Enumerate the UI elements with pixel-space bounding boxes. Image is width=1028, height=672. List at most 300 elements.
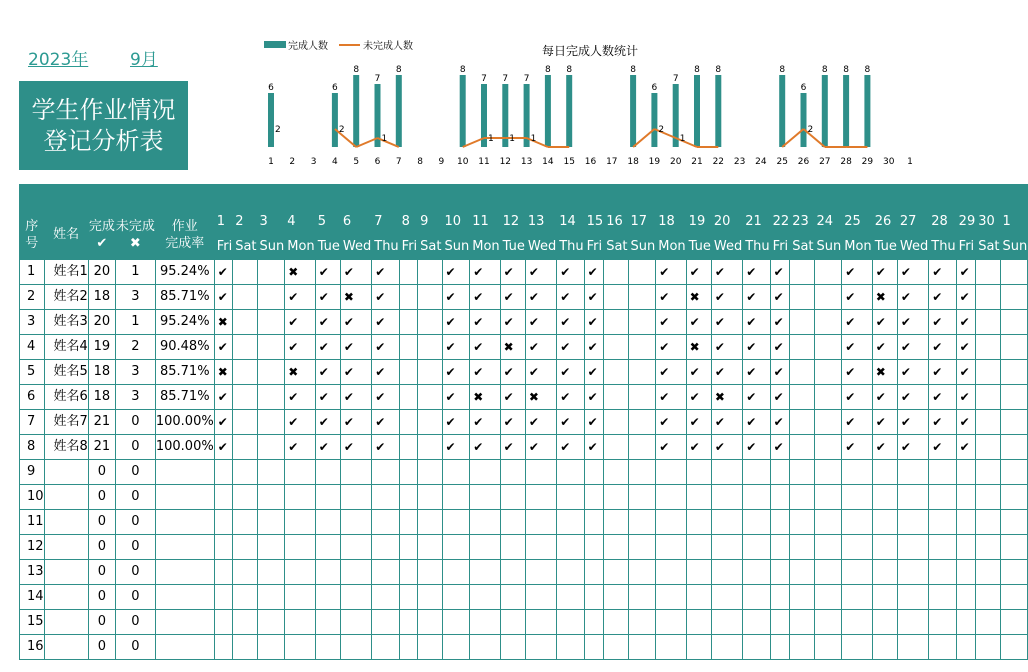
cell-mark[interactable] xyxy=(872,610,897,635)
cell-mark-done[interactable]: ✔ xyxy=(442,410,470,435)
cell-mark[interactable] xyxy=(686,485,711,510)
cell-mark[interactable] xyxy=(285,610,315,635)
cell-mark[interactable] xyxy=(257,410,285,435)
cell-mark-done[interactable]: ✔ xyxy=(525,260,556,285)
cell-mark[interactable] xyxy=(628,460,656,485)
cell-name[interactable]: 姓名8 xyxy=(44,435,88,460)
cell-mark-done[interactable]: ✔ xyxy=(340,310,371,335)
cell-mark[interactable] xyxy=(285,560,315,585)
cell-mark[interactable] xyxy=(285,635,315,660)
cell-mark[interactable] xyxy=(711,510,742,535)
cell-mark[interactable] xyxy=(1000,460,1028,485)
cell-mark[interactable] xyxy=(711,535,742,560)
cell-mark[interactable] xyxy=(628,360,656,385)
cell-mark[interactable] xyxy=(976,310,1000,335)
cell-mark[interactable] xyxy=(604,285,628,310)
cell-name[interactable]: 姓名5 xyxy=(44,360,88,385)
cell-mark[interactable] xyxy=(233,385,257,410)
cell-mark[interactable] xyxy=(214,560,233,585)
cell-rate[interactable] xyxy=(155,560,214,585)
cell-mark-done[interactable]: ✔ xyxy=(525,335,556,360)
cell-mark-done[interactable]: ✔ xyxy=(842,285,872,310)
cell-rate[interactable]: 85.71% xyxy=(155,285,214,310)
cell-name[interactable] xyxy=(44,560,88,585)
cell-mark[interactable] xyxy=(372,460,399,485)
cell-mark-undone[interactable]: ✖ xyxy=(285,260,315,285)
cell-mark[interactable] xyxy=(418,385,442,410)
cell-mark[interactable] xyxy=(842,510,872,535)
cell-mark[interactable] xyxy=(1000,410,1028,435)
cell-mark[interactable] xyxy=(956,585,976,610)
cell-mark[interactable] xyxy=(872,535,897,560)
cell-mark-done[interactable]: ✔ xyxy=(711,285,742,310)
cell-mark[interactable] xyxy=(257,285,285,310)
cell-mark[interactable] xyxy=(470,535,500,560)
cell-mark[interactable] xyxy=(442,560,470,585)
cell-mark-done[interactable]: ✔ xyxy=(214,385,233,410)
cell-mark-done[interactable]: ✔ xyxy=(315,435,340,460)
cell-mark[interactable] xyxy=(399,585,418,610)
cell-mark-done[interactable]: ✔ xyxy=(656,310,686,335)
cell-mark[interactable] xyxy=(340,535,371,560)
cell-mark[interactable] xyxy=(418,360,442,385)
cell-mark[interactable] xyxy=(285,535,315,560)
cell-mark[interactable] xyxy=(500,585,525,610)
cell-mark[interactable] xyxy=(442,460,470,485)
cell-mark[interactable] xyxy=(743,585,770,610)
cell-rate[interactable] xyxy=(155,635,214,660)
cell-mark-done[interactable]: ✔ xyxy=(686,435,711,460)
cell-mark[interactable] xyxy=(814,285,842,310)
cell-mark-done[interactable]: ✔ xyxy=(656,335,686,360)
cell-mark-done[interactable]: ✔ xyxy=(711,435,742,460)
cell-mark-done[interactable]: ✔ xyxy=(686,260,711,285)
cell-mark-undone[interactable]: ✖ xyxy=(686,285,711,310)
cell-mark-done[interactable]: ✔ xyxy=(557,285,584,310)
cell-mark[interactable] xyxy=(897,585,928,610)
cell-done[interactable]: 0 xyxy=(88,585,115,610)
cell-name[interactable]: 姓名3 xyxy=(44,310,88,335)
cell-mark[interactable] xyxy=(214,460,233,485)
cell-mark[interactable] xyxy=(399,635,418,660)
cell-mark[interactable] xyxy=(257,585,285,610)
cell-mark[interactable] xyxy=(257,335,285,360)
cell-mark-done[interactable]: ✔ xyxy=(340,360,371,385)
cell-mark[interactable] xyxy=(257,260,285,285)
cell-mark-done[interactable]: ✔ xyxy=(872,260,897,285)
cell-mark[interactable] xyxy=(604,335,628,360)
cell-mark[interactable] xyxy=(628,410,656,435)
cell-mark[interactable] xyxy=(418,335,442,360)
cell-mark[interactable] xyxy=(399,485,418,510)
cell-mark-done[interactable]: ✔ xyxy=(470,435,500,460)
cell-mark-undone[interactable]: ✖ xyxy=(686,335,711,360)
cell-mark[interactable] xyxy=(442,610,470,635)
cell-mark-done[interactable]: ✔ xyxy=(340,385,371,410)
cell-mark[interactable] xyxy=(656,585,686,610)
cell-mark[interactable] xyxy=(814,585,842,610)
cell-undone[interactable]: 2 xyxy=(115,335,155,360)
cell-mark[interactable] xyxy=(790,435,814,460)
cell-mark[interactable] xyxy=(557,560,584,585)
cell-mark-done[interactable]: ✔ xyxy=(470,285,500,310)
cell-mark-done[interactable]: ✔ xyxy=(500,410,525,435)
cell-mark[interactable] xyxy=(628,585,656,610)
cell-seq[interactable]: 16 xyxy=(20,635,45,660)
cell-mark[interactable] xyxy=(976,360,1000,385)
cell-mark[interactable] xyxy=(257,310,285,335)
cell-mark[interactable] xyxy=(686,560,711,585)
cell-mark[interactable] xyxy=(442,585,470,610)
cell-mark-done[interactable]: ✔ xyxy=(656,435,686,460)
cell-mark-done[interactable]: ✔ xyxy=(470,410,500,435)
cell-undone[interactable]: 3 xyxy=(115,360,155,385)
cell-mark-undone[interactable]: ✖ xyxy=(872,360,897,385)
cell-mark[interactable] xyxy=(399,435,418,460)
cell-mark[interactable] xyxy=(1000,285,1028,310)
cell-mark-done[interactable]: ✔ xyxy=(711,410,742,435)
cell-mark-done[interactable]: ✔ xyxy=(470,310,500,335)
cell-mark[interactable] xyxy=(604,510,628,535)
cell-mark-done[interactable]: ✔ xyxy=(929,385,956,410)
cell-mark[interactable] xyxy=(897,635,928,660)
cell-mark[interactable] xyxy=(929,535,956,560)
cell-mark[interactable] xyxy=(233,310,257,335)
cell-mark[interactable] xyxy=(1000,310,1028,335)
cell-mark-done[interactable]: ✔ xyxy=(557,360,584,385)
cell-mark[interactable] xyxy=(604,260,628,285)
cell-mark[interactable] xyxy=(956,560,976,585)
cell-mark[interactable] xyxy=(842,560,872,585)
cell-mark[interactable] xyxy=(442,535,470,560)
cell-mark[interactable] xyxy=(1000,385,1028,410)
cell-mark[interactable] xyxy=(584,635,604,660)
cell-seq[interactable]: 3 xyxy=(20,310,45,335)
cell-mark[interactable] xyxy=(842,535,872,560)
cell-mark-done[interactable]: ✔ xyxy=(956,285,976,310)
cell-mark-done[interactable]: ✔ xyxy=(842,410,872,435)
cell-mark[interactable] xyxy=(399,510,418,535)
cell-mark[interactable] xyxy=(442,485,470,510)
cell-mark[interactable] xyxy=(976,260,1000,285)
cell-name[interactable] xyxy=(44,485,88,510)
cell-mark-done[interactable]: ✔ xyxy=(315,360,340,385)
cell-mark[interactable] xyxy=(897,535,928,560)
cell-mark[interactable] xyxy=(743,460,770,485)
cell-mark-done[interactable]: ✔ xyxy=(770,285,790,310)
cell-mark[interactable] xyxy=(372,585,399,610)
cell-mark-done[interactable]: ✔ xyxy=(470,335,500,360)
cell-mark-done[interactable]: ✔ xyxy=(525,285,556,310)
cell-mark-done[interactable]: ✔ xyxy=(956,410,976,435)
cell-mark-undone[interactable]: ✖ xyxy=(214,310,233,335)
cell-mark-done[interactable]: ✔ xyxy=(711,310,742,335)
cell-name[interactable] xyxy=(44,610,88,635)
cell-mark-done[interactable]: ✔ xyxy=(500,310,525,335)
cell-mark[interactable] xyxy=(628,310,656,335)
cell-mark[interactable] xyxy=(686,510,711,535)
cell-mark[interactable] xyxy=(711,560,742,585)
cell-mark[interactable] xyxy=(770,560,790,585)
cell-mark[interactable] xyxy=(340,585,371,610)
cell-mark-done[interactable]: ✔ xyxy=(285,385,315,410)
cell-mark-done[interactable]: ✔ xyxy=(770,435,790,460)
cell-mark[interactable] xyxy=(525,510,556,535)
cell-mark[interactable] xyxy=(814,410,842,435)
cell-mark[interactable] xyxy=(584,610,604,635)
cell-mark-done[interactable]: ✔ xyxy=(842,310,872,335)
cell-mark[interactable] xyxy=(814,485,842,510)
cell-mark[interactable] xyxy=(956,535,976,560)
cell-mark[interactable] xyxy=(686,585,711,610)
cell-mark-done[interactable]: ✔ xyxy=(770,310,790,335)
cell-mark[interactable] xyxy=(418,435,442,460)
cell-rate[interactable]: 95.24% xyxy=(155,310,214,335)
cell-mark[interactable] xyxy=(656,560,686,585)
cell-mark-done[interactable]: ✔ xyxy=(584,285,604,310)
cell-mark-done[interactable]: ✔ xyxy=(285,435,315,460)
cell-mark[interactable] xyxy=(233,610,257,635)
cell-rate[interactable] xyxy=(155,460,214,485)
cell-undone[interactable]: 0 xyxy=(115,610,155,635)
cell-mark-done[interactable]: ✔ xyxy=(743,260,770,285)
cell-mark[interactable] xyxy=(399,610,418,635)
cell-mark[interactable] xyxy=(399,260,418,285)
cell-mark[interactable] xyxy=(1000,560,1028,585)
cell-mark-done[interactable]: ✔ xyxy=(929,335,956,360)
cell-done[interactable]: 0 xyxy=(88,510,115,535)
cell-mark-done[interactable]: ✔ xyxy=(897,385,928,410)
cell-mark[interactable] xyxy=(604,460,628,485)
cell-name[interactable] xyxy=(44,510,88,535)
cell-mark[interactable] xyxy=(500,560,525,585)
cell-mark[interactable] xyxy=(557,635,584,660)
cell-mark[interactable] xyxy=(315,510,340,535)
cell-undone[interactable]: 1 xyxy=(115,310,155,335)
cell-mark[interactable] xyxy=(842,460,872,485)
cell-mark-done[interactable]: ✔ xyxy=(500,385,525,410)
cell-mark[interactable] xyxy=(233,335,257,360)
cell-mark[interactable] xyxy=(711,485,742,510)
cell-mark-done[interactable]: ✔ xyxy=(315,260,340,285)
cell-done[interactable]: 20 xyxy=(88,260,115,285)
cell-seq[interactable]: 8 xyxy=(20,435,45,460)
cell-mark[interactable] xyxy=(872,635,897,660)
cell-mark[interactable] xyxy=(814,560,842,585)
cell-mark[interactable] xyxy=(686,535,711,560)
cell-done[interactable]: 0 xyxy=(88,535,115,560)
cell-name[interactable] xyxy=(44,635,88,660)
cell-mark[interactable] xyxy=(743,535,770,560)
cell-mark[interactable] xyxy=(500,635,525,660)
cell-mark[interactable] xyxy=(814,435,842,460)
cell-mark[interactable] xyxy=(525,585,556,610)
cell-mark[interactable] xyxy=(470,510,500,535)
cell-mark[interactable] xyxy=(557,485,584,510)
cell-mark-done[interactable]: ✔ xyxy=(214,335,233,360)
cell-mark[interactable] xyxy=(315,535,340,560)
cell-mark[interactable] xyxy=(790,410,814,435)
cell-mark[interactable] xyxy=(956,635,976,660)
cell-mark[interactable] xyxy=(842,585,872,610)
cell-mark-done[interactable]: ✔ xyxy=(770,360,790,385)
cell-mark[interactable] xyxy=(790,635,814,660)
cell-seq[interactable]: 7 xyxy=(20,410,45,435)
cell-mark[interactable] xyxy=(525,460,556,485)
cell-mark[interactable] xyxy=(628,285,656,310)
cell-mark[interactable] xyxy=(1000,260,1028,285)
cell-mark[interactable] xyxy=(628,560,656,585)
cell-mark-done[interactable]: ✔ xyxy=(442,385,470,410)
cell-undone[interactable]: 0 xyxy=(115,510,155,535)
cell-mark-undone[interactable]: ✖ xyxy=(214,360,233,385)
cell-mark-done[interactable]: ✔ xyxy=(770,385,790,410)
cell-mark-done[interactable]: ✔ xyxy=(584,310,604,335)
cell-rate[interactable] xyxy=(155,535,214,560)
cell-mark[interactable] xyxy=(257,485,285,510)
cell-mark[interactable] xyxy=(872,510,897,535)
cell-mark[interactable] xyxy=(872,460,897,485)
cell-mark[interactable] xyxy=(604,610,628,635)
cell-mark-done[interactable]: ✔ xyxy=(929,410,956,435)
cell-rate[interactable]: 85.71% xyxy=(155,385,214,410)
cell-mark[interactable] xyxy=(929,485,956,510)
cell-mark[interactable] xyxy=(257,510,285,535)
cell-mark[interactable] xyxy=(628,510,656,535)
cell-mark-done[interactable]: ✔ xyxy=(285,410,315,435)
cell-mark[interactable] xyxy=(628,260,656,285)
cell-mark-done[interactable]: ✔ xyxy=(557,260,584,285)
cell-mark[interactable] xyxy=(686,460,711,485)
cell-mark-done[interactable]: ✔ xyxy=(897,360,928,385)
cell-rate[interactable]: 95.24% xyxy=(155,260,214,285)
cell-mark[interactable] xyxy=(790,385,814,410)
cell-mark[interactable] xyxy=(418,285,442,310)
cell-mark[interactable] xyxy=(418,485,442,510)
cell-mark[interactable] xyxy=(372,535,399,560)
cell-mark-done[interactable]: ✔ xyxy=(929,360,956,385)
cell-mark[interactable] xyxy=(418,460,442,485)
cell-mark-done[interactable]: ✔ xyxy=(929,285,956,310)
cell-mark-done[interactable]: ✔ xyxy=(442,435,470,460)
cell-mark-done[interactable]: ✔ xyxy=(584,360,604,385)
cell-mark[interactable] xyxy=(743,560,770,585)
cell-mark-done[interactable]: ✔ xyxy=(525,310,556,335)
cell-mark[interactable] xyxy=(399,535,418,560)
cell-mark[interactable] xyxy=(628,635,656,660)
cell-mark[interactable] xyxy=(976,335,1000,360)
cell-mark[interactable] xyxy=(790,460,814,485)
cell-mark-done[interactable]: ✔ xyxy=(340,260,371,285)
cell-mark-done[interactable]: ✔ xyxy=(686,310,711,335)
cell-mark-done[interactable]: ✔ xyxy=(340,410,371,435)
cell-name[interactable] xyxy=(44,535,88,560)
cell-mark[interactable] xyxy=(814,635,842,660)
cell-mark[interactable] xyxy=(418,260,442,285)
month-label[interactable]: 9月 xyxy=(130,50,158,70)
cell-mark[interactable] xyxy=(628,435,656,460)
cell-done[interactable]: 18 xyxy=(88,385,115,410)
cell-mark[interactable] xyxy=(285,585,315,610)
cell-mark[interactable] xyxy=(842,635,872,660)
cell-mark[interactable] xyxy=(604,360,628,385)
cell-mark[interactable] xyxy=(340,560,371,585)
cell-mark[interactable] xyxy=(470,485,500,510)
cell-mark[interactable] xyxy=(976,535,1000,560)
cell-mark-done[interactable]: ✔ xyxy=(442,285,470,310)
cell-mark[interactable] xyxy=(628,535,656,560)
cell-mark[interactable] xyxy=(897,610,928,635)
cell-mark[interactable] xyxy=(525,610,556,635)
cell-mark[interactable] xyxy=(743,485,770,510)
cell-mark[interactable] xyxy=(233,510,257,535)
cell-mark-done[interactable]: ✔ xyxy=(956,335,976,360)
cell-mark[interactable] xyxy=(372,610,399,635)
cell-mark[interactable] xyxy=(656,485,686,510)
cell-seq[interactable]: 1 xyxy=(20,260,45,285)
cell-mark-done[interactable]: ✔ xyxy=(372,360,399,385)
cell-done[interactable]: 0 xyxy=(88,610,115,635)
cell-mark[interactable] xyxy=(233,585,257,610)
cell-mark[interactable] xyxy=(604,635,628,660)
cell-mark[interactable] xyxy=(233,535,257,560)
cell-mark[interactable] xyxy=(929,635,956,660)
cell-mark[interactable] xyxy=(976,410,1000,435)
cell-seq[interactable]: 12 xyxy=(20,535,45,560)
cell-mark-done[interactable]: ✔ xyxy=(372,385,399,410)
cell-mark[interactable] xyxy=(897,560,928,585)
cell-undone[interactable]: 1 xyxy=(115,260,155,285)
cell-mark[interactable] xyxy=(628,335,656,360)
cell-mark[interactable] xyxy=(557,610,584,635)
cell-mark-done[interactable]: ✔ xyxy=(872,385,897,410)
cell-mark[interactable] xyxy=(711,585,742,610)
cell-undone[interactable]: 0 xyxy=(115,585,155,610)
cell-mark[interactable] xyxy=(770,635,790,660)
cell-mark-done[interactable]: ✔ xyxy=(842,385,872,410)
cell-seq[interactable]: 2 xyxy=(20,285,45,310)
cell-mark[interactable] xyxy=(418,585,442,610)
cell-mark-done[interactable]: ✔ xyxy=(743,385,770,410)
cell-mark[interactable] xyxy=(525,560,556,585)
cell-mark-undone[interactable]: ✖ xyxy=(285,360,315,385)
cell-mark-done[interactable]: ✔ xyxy=(842,360,872,385)
cell-seq[interactable]: 15 xyxy=(20,610,45,635)
cell-mark[interactable] xyxy=(315,560,340,585)
cell-mark[interactable] xyxy=(770,535,790,560)
cell-mark[interactable] xyxy=(315,460,340,485)
cell-mark-done[interactable]: ✔ xyxy=(956,260,976,285)
cell-mark[interactable] xyxy=(233,635,257,660)
cell-mark[interactable] xyxy=(897,460,928,485)
cell-mark-done[interactable]: ✔ xyxy=(956,435,976,460)
cell-mark-done[interactable]: ✔ xyxy=(743,435,770,460)
cell-mark[interactable] xyxy=(315,610,340,635)
cell-mark[interactable] xyxy=(743,510,770,535)
cell-seq[interactable]: 14 xyxy=(20,585,45,610)
cell-mark[interactable] xyxy=(814,460,842,485)
cell-mark[interactable] xyxy=(372,635,399,660)
cell-mark[interactable] xyxy=(929,610,956,635)
cell-undone[interactable]: 0 xyxy=(115,435,155,460)
cell-mark[interactable] xyxy=(257,635,285,660)
cell-mark-done[interactable]: ✔ xyxy=(442,335,470,360)
cell-mark[interactable] xyxy=(340,460,371,485)
cell-mark[interactable] xyxy=(418,635,442,660)
cell-mark[interactable] xyxy=(1000,535,1028,560)
cell-mark-done[interactable]: ✔ xyxy=(557,310,584,335)
cell-mark-done[interactable]: ✔ xyxy=(897,435,928,460)
